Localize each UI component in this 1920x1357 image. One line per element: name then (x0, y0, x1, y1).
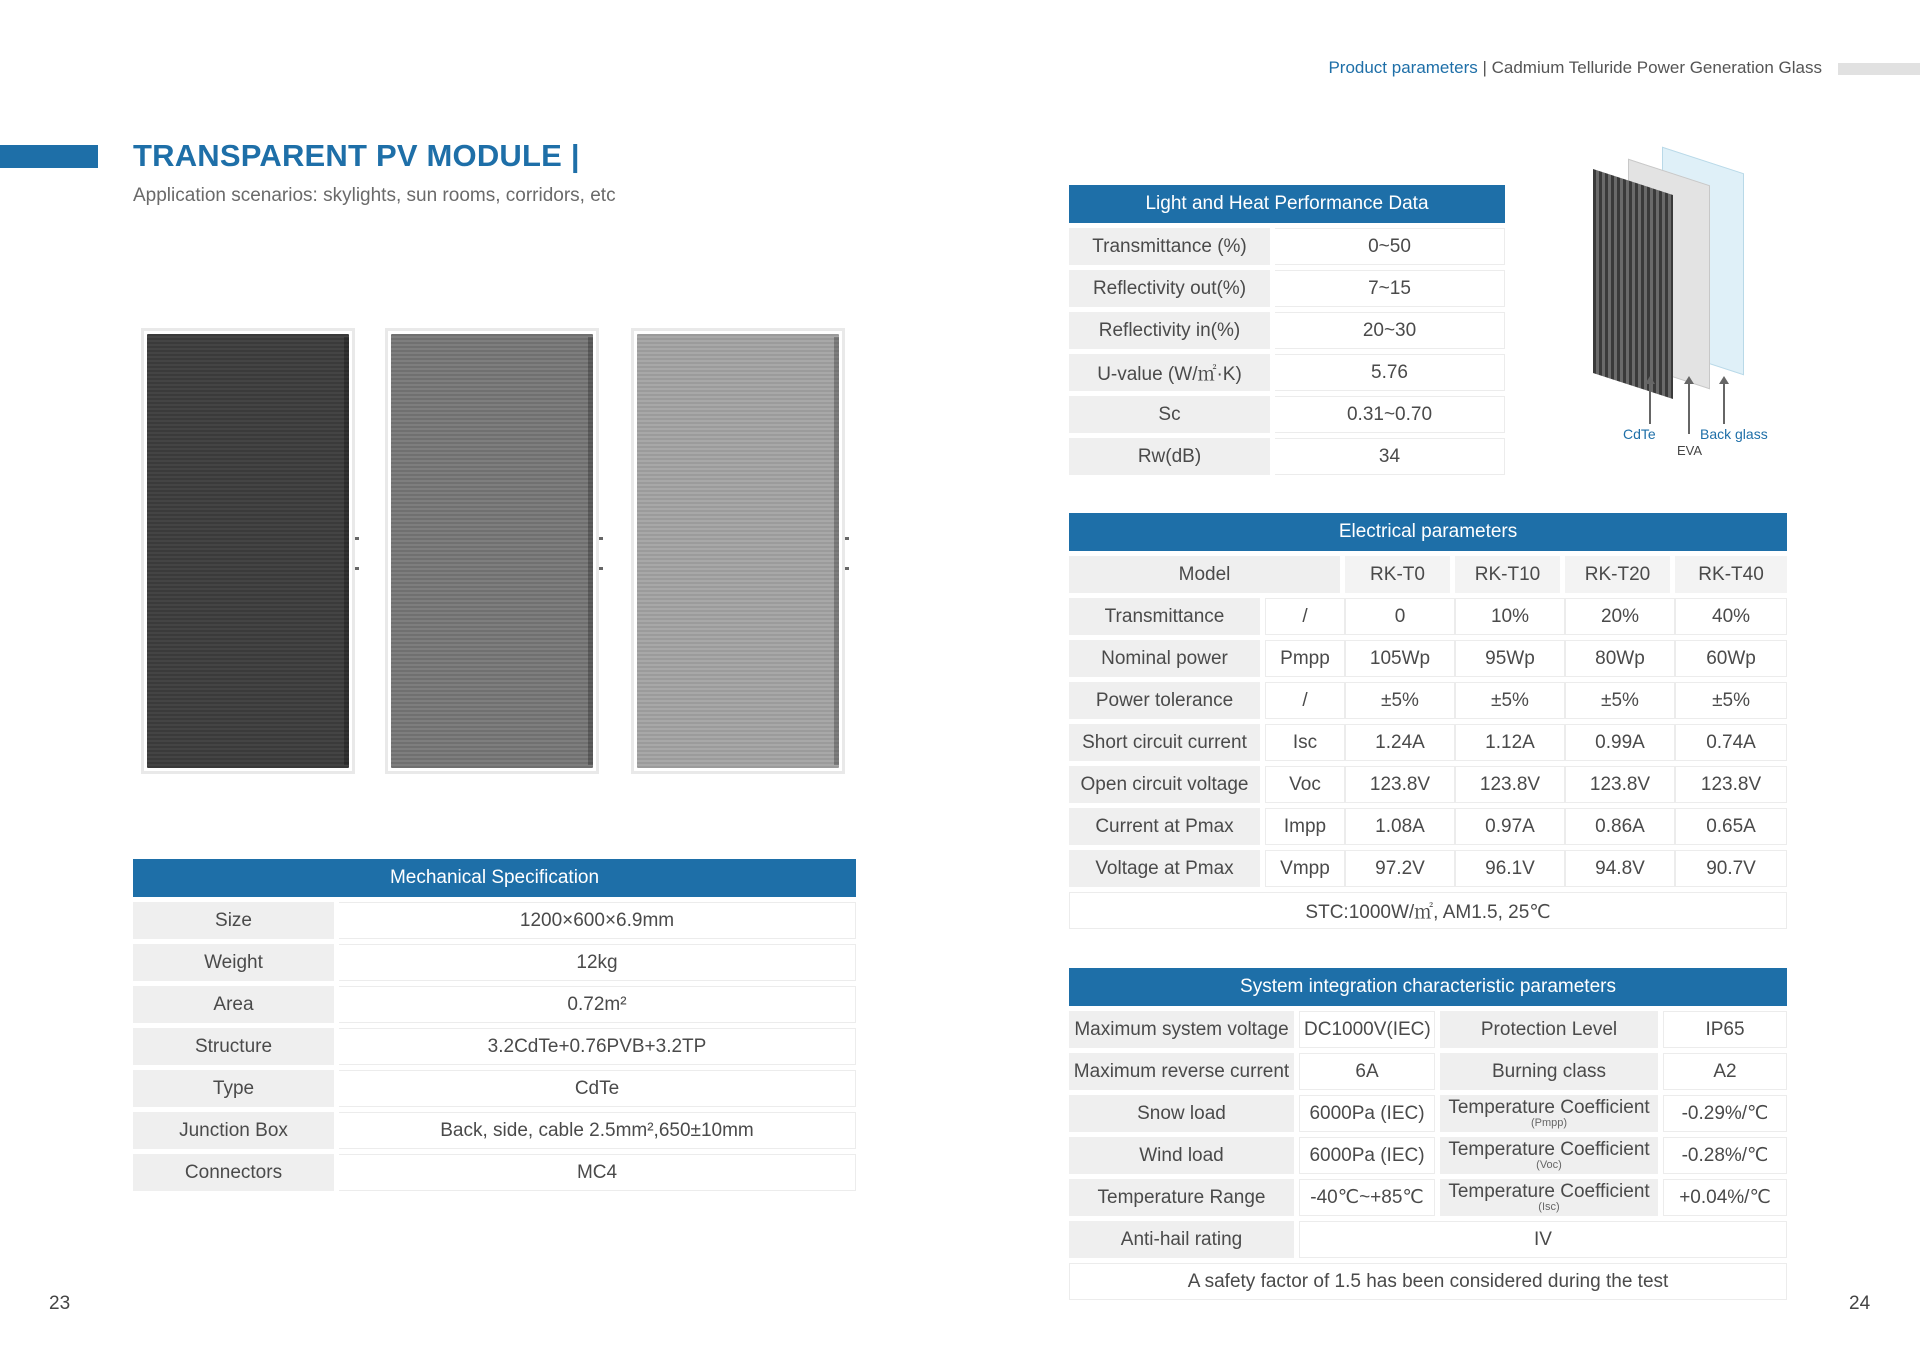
param-value: 0 (1345, 598, 1455, 635)
param-value: 6A (1299, 1053, 1435, 1090)
param-value: 80Wp (1565, 640, 1675, 677)
param-value: ±5% (1565, 682, 1675, 719)
param-label: Maximum system voltage (1069, 1011, 1299, 1048)
param-value: 6000Pa (IEC) (1299, 1137, 1435, 1174)
spec-value: CdTe (339, 1070, 856, 1107)
mechanical-spec-title: Mechanical Specification (133, 859, 856, 897)
param-value: ±5% (1675, 682, 1787, 719)
param-value: 7~15 (1275, 270, 1505, 307)
spec-label: Structure (133, 1028, 339, 1065)
param-label: Transmittance (1069, 598, 1265, 635)
param-label: U-value (W/㎡·K) (1069, 354, 1275, 391)
header-decor-bar (1838, 63, 1920, 75)
model-label: Model (1069, 556, 1345, 593)
table-row (133, 986, 856, 1023)
light-heat-title: Light and Heat Performance Data (1069, 185, 1505, 223)
model-name: RK-T40 (1675, 556, 1787, 593)
param-label-text: Protection Level (1480, 1018, 1618, 1040)
param-label: Nominal power (1069, 640, 1265, 677)
param-value: 95Wp (1455, 640, 1565, 677)
param-value: 123.8V (1565, 766, 1675, 803)
param-value: DC1000V(IEC) (1299, 1011, 1435, 1048)
param-label (1435, 1011, 1663, 1048)
param-value: -0.28%/℃ (1663, 1137, 1787, 1174)
back-glass-label: Back glass (1700, 426, 1768, 442)
model-name: RK-T0 (1345, 556, 1455, 593)
param-label: Sc (1069, 396, 1275, 433)
param-label: Snow load (1069, 1095, 1299, 1132)
param-value: ±5% (1455, 682, 1565, 719)
param-value: 0.97A (1455, 808, 1565, 845)
param-label: Rw(dB) (1069, 438, 1275, 475)
title-accent-bar (0, 145, 98, 168)
table-row (1069, 1053, 1787, 1090)
param-value: 20% (1565, 598, 1675, 635)
spec-label: Weight (133, 944, 339, 981)
param-value: 0.99A (1565, 724, 1675, 761)
spec-value: 1200×600×6.9mm (339, 902, 856, 939)
param-value: 97.2V (1345, 850, 1455, 887)
running-head-product: Cadmium Telluride Power Generation Glass (1491, 58, 1822, 77)
module-image-medium (385, 328, 599, 774)
param-label (1435, 1137, 1663, 1174)
param-value: 123.8V (1345, 766, 1455, 803)
param-symbol: Voc (1265, 766, 1345, 803)
model-name: RK-T10 (1455, 556, 1565, 593)
param-label (1435, 1053, 1663, 1090)
table-row (1069, 724, 1787, 761)
table-row (1069, 354, 1505, 391)
spec-label: Connectors (133, 1154, 339, 1191)
param-value: 0.74A (1675, 724, 1787, 761)
table-row (1069, 312, 1505, 349)
param-value: 20~30 (1275, 312, 1505, 349)
param-value: 0.86A (1565, 808, 1675, 845)
table-row (133, 1070, 856, 1107)
param-label-text: Burning class (1491, 1060, 1607, 1082)
table-row (133, 1154, 856, 1191)
param-label: Open circuit voltage (1069, 766, 1265, 803)
spec-label: Area (133, 986, 339, 1023)
spec-label: Type (133, 1070, 339, 1107)
param-value: 6000Pa (IEC) (1299, 1095, 1435, 1132)
system-integration-table (1069, 963, 1787, 1305)
table-row (1069, 892, 1787, 929)
param-symbol: / (1265, 598, 1345, 635)
table-row (1069, 808, 1787, 845)
table-row (1069, 1179, 1787, 1216)
eva-label: EVA (1677, 443, 1703, 458)
cdte-label: CdTe (1623, 426, 1656, 442)
param-label: Reflectivity out(%) (1069, 270, 1275, 307)
spec-value: MC4 (339, 1154, 856, 1191)
spec-label: Size (133, 902, 339, 939)
system-note: A safety factor of 1.5 has been considered during the test (1069, 1263, 1787, 1300)
page-title: TRANSPARENT PV MODULE | (133, 138, 580, 173)
table-row (1069, 556, 1787, 593)
page-number-left: 23 (49, 1293, 71, 1314)
table-row (133, 944, 856, 981)
electrical-title: Electrical parameters (1069, 513, 1787, 551)
module-image-light (631, 328, 845, 774)
param-value: 123.8V (1675, 766, 1787, 803)
param-label (1435, 1095, 1663, 1132)
param-value: 94.8V (1565, 850, 1675, 887)
page-subtitle: Application scenarios: skylights, sun rooms, corridors, etc (133, 185, 616, 206)
table-row (1069, 396, 1505, 433)
param-value: 1.24A (1345, 724, 1455, 761)
param-label: Anti-hail rating (1069, 1221, 1299, 1258)
param-value: ±5% (1345, 682, 1455, 719)
param-symbol: Pmpp (1265, 640, 1345, 677)
param-value: 5.76 (1275, 354, 1505, 391)
param-label-sub: (Isc) (1538, 1200, 1560, 1213)
param-label-sub: (Pmpp) (1530, 1116, 1568, 1129)
cdte-layer (1593, 169, 1673, 399)
param-label: Voltage at Pmax (1069, 850, 1265, 887)
param-value: 0.65A (1675, 808, 1787, 845)
param-symbol: Impp (1265, 808, 1345, 845)
page-number-right: 24 (1849, 1293, 1871, 1314)
table-row (1069, 1011, 1787, 1048)
param-value: -0.29%/℃ (1663, 1095, 1787, 1132)
param-label-sub: (Voc) (1536, 1158, 1562, 1171)
param-value: +0.04%/℃ (1663, 1179, 1787, 1216)
spec-value: Back, side, cable 2.5mm²,650±10mm (339, 1112, 856, 1149)
system-title: System integration characteristic parameters (1069, 968, 1787, 1006)
param-value: IP65 (1663, 1011, 1787, 1048)
spec-value: 0.72m² (339, 986, 856, 1023)
param-label: Transmittance (%) (1069, 228, 1275, 265)
table-row (1069, 228, 1505, 265)
param-value: 123.8V (1455, 766, 1565, 803)
spec-value: 12kg (339, 944, 856, 981)
table-row (133, 902, 856, 939)
table-row (1069, 598, 1787, 635)
param-label-text: Temperature Coefficient (1448, 1096, 1650, 1118)
running-head (1328, 58, 1822, 78)
mechanical-spec-header (133, 859, 856, 897)
table-row (1069, 438, 1505, 475)
param-label: Wind load (1069, 1137, 1299, 1174)
spec-label: Junction Box (133, 1112, 339, 1149)
param-label: Current at Pmax (1069, 808, 1265, 845)
param-label: Temperature Range (1069, 1179, 1299, 1216)
param-label: Reflectivity in(%) (1069, 312, 1275, 349)
param-symbol: Vmpp (1265, 850, 1345, 887)
param-value: 0~50 (1275, 228, 1505, 265)
param-label (1435, 1179, 1663, 1216)
param-label-text: Temperature Coefficient (1448, 1180, 1650, 1202)
table-row (1069, 1137, 1787, 1174)
mechanical-spec-table (133, 854, 856, 1196)
table-row (133, 1028, 856, 1065)
param-value: A2 (1663, 1053, 1787, 1090)
running-head-section: Product parameters (1328, 58, 1478, 77)
param-label-text: Temperature Coefficient (1448, 1138, 1650, 1160)
param-symbol: / (1265, 682, 1345, 719)
param-label: Short circuit current (1069, 724, 1265, 761)
table-row (1069, 682, 1787, 719)
param-label: Power tolerance (1069, 682, 1265, 719)
table-row (1069, 850, 1787, 887)
table-row (1069, 270, 1505, 307)
electrical-note: STC:1000W/㎡, AM1.5, 25℃ (1069, 892, 1787, 929)
table-row (1069, 1263, 1787, 1300)
param-value: 10% (1455, 598, 1565, 635)
table-row (1069, 640, 1787, 677)
param-value: 90.7V (1675, 850, 1787, 887)
param-value: 40% (1675, 598, 1787, 635)
light-heat-table (1069, 180, 1505, 480)
electrical-table (1069, 508, 1787, 934)
param-label: Maximum reverse current (1069, 1053, 1299, 1090)
module-image-dark (141, 328, 355, 774)
table-row (1069, 1095, 1787, 1132)
table-row (1069, 766, 1787, 803)
param-value: 60Wp (1675, 640, 1787, 677)
param-symbol: Isc (1265, 724, 1345, 761)
param-value: 0.31~0.70 (1275, 396, 1505, 433)
layer-diagram (1585, 160, 1785, 460)
spec-value: 3.2CdTe+0.76PVB+3.2TP (339, 1028, 856, 1065)
param-value: 34 (1275, 438, 1505, 475)
table-row (1069, 1221, 1787, 1258)
model-name: RK-T20 (1565, 556, 1675, 593)
param-value: 105Wp (1345, 640, 1455, 677)
param-value: 1.12A (1455, 724, 1565, 761)
param-value: IV (1299, 1221, 1787, 1258)
running-head-separator: | (1477, 58, 1492, 77)
param-value: 1.08A (1345, 808, 1455, 845)
table-row (133, 1112, 856, 1149)
param-value: -40℃~+85℃ (1299, 1179, 1435, 1216)
param-value: 96.1V (1455, 850, 1565, 887)
